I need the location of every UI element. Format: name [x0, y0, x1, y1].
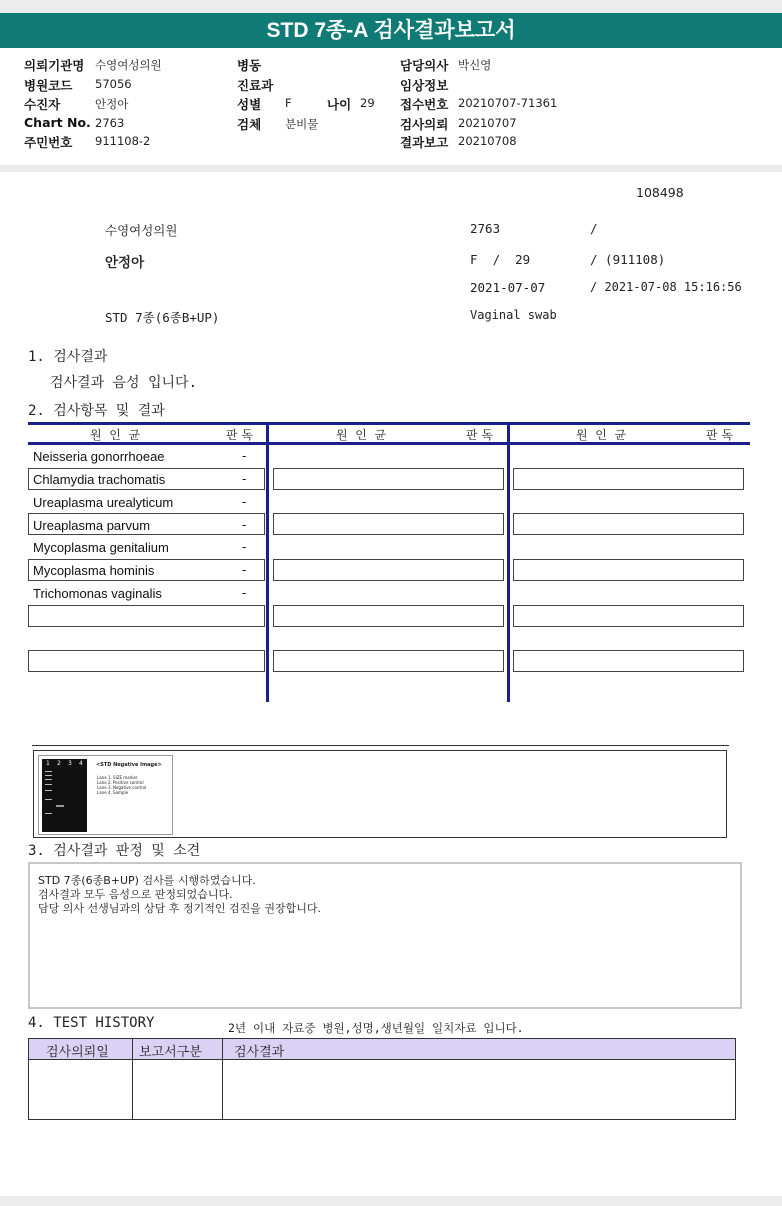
table-row [28, 605, 265, 627]
history-column-header: 검사결과 [234, 1045, 285, 1060]
section3-title: 3. 검사결과 판정 및 소견 [28, 843, 201, 859]
organism-result: - [242, 472, 247, 486]
report-datetime: / 2021-07-08 15:16:56 [590, 280, 742, 294]
column-divider [132, 1039, 133, 1119]
organism-name: Neisseria gonorrhoeae [33, 449, 165, 464]
top-bar [0, 0, 782, 13]
gel-band [45, 771, 52, 772]
opinion-line: STD 7종(6종B+UP) 검사를 시행하였습니다. [38, 874, 256, 887]
table-row [513, 513, 744, 535]
column-header-organism: 원 인 균 [576, 428, 627, 442]
gel-image-title: <STD Negative Image> [96, 762, 162, 768]
column-divider [266, 422, 269, 702]
gel-image [38, 755, 173, 835]
history-column-header: 보고서구분 [139, 1045, 202, 1060]
organism-result: - [242, 540, 247, 554]
header-label: 임상정보 [400, 78, 449, 93]
sex-age: F / 29 [470, 252, 531, 267]
header-label: 검체 [237, 117, 262, 132]
header-label: 수진자 [24, 97, 61, 112]
hospital-name: 수영여성의원 [105, 223, 178, 238]
header-label: 담당의사 [400, 58, 449, 73]
chart-number: 2763 [470, 221, 501, 236]
gel-divider-line [32, 745, 729, 746]
gel-legend-item: Lane 1. SIZE marker [97, 775, 138, 780]
header-label: Chart No. [24, 115, 91, 130]
header-label: 진료과 [237, 78, 274, 93]
section1-text: 검사결과 음성 입니다. [50, 375, 198, 391]
section4-title: 4. TEST HISTORY [28, 1015, 155, 1031]
gel-legend-item: Lane 4. Sample [97, 790, 129, 795]
header-value: 2763 [95, 116, 125, 130]
organism-result: - [242, 495, 247, 509]
header-label: 병동 [237, 58, 262, 73]
request-date: 2021-07-07 [470, 280, 546, 295]
opinion-line: 담당 의사 선생님과의 상담 후 정기적인 검진을 권장합니다. [38, 902, 321, 915]
gel-legend-item: Lane 2. Positive control [97, 780, 144, 785]
header-value: 20210708 [458, 134, 517, 148]
header-label: 주민번호 [24, 135, 73, 150]
gel-band [45, 784, 52, 785]
gel-band [56, 805, 64, 807]
column-header-organism: 원 인 균 [90, 428, 141, 442]
column-header-result: 판 독 [226, 428, 253, 442]
organism-result: - [242, 518, 247, 532]
table-row [513, 559, 744, 581]
table-row [513, 605, 744, 627]
header-value: 29 [360, 96, 375, 110]
column-divider [507, 422, 510, 702]
organism-name: Chlamydia trachomatis [33, 472, 166, 487]
column-header-organism: 원 인 균 [336, 428, 387, 442]
header-label: 성별 [237, 97, 262, 112]
gel-legend-item: Lane 3. Negative control [97, 785, 147, 790]
history-column-header: 검사의뢰일 [46, 1045, 109, 1060]
header-value: 안정아 [95, 97, 129, 111]
lane-number: 2 [57, 760, 61, 767]
birth: / (911108) [590, 252, 666, 267]
bottom-bar [0, 1196, 782, 1206]
table-row [273, 559, 504, 581]
header-label: 나이 [327, 97, 352, 112]
gel-band [45, 775, 52, 776]
report-number: 108498 [636, 185, 684, 200]
table-row [28, 650, 265, 672]
header-value: 57056 [95, 77, 132, 91]
header-label: 검사의뢰 [400, 117, 449, 132]
header-value: 20210707-71361 [458, 96, 558, 110]
gel-band [45, 799, 52, 800]
column-header-result: 판 독 [706, 428, 733, 442]
header-value: 911108-2 [95, 134, 151, 148]
organism-name: Mycoplasma genitalium [33, 540, 169, 555]
results-table [28, 422, 750, 704]
column-header-result: 판 독 [466, 428, 493, 442]
lane-number: 1 [46, 760, 50, 767]
table-row [513, 468, 744, 490]
section2-title: 2. 검사항목 및 결과 [28, 403, 165, 419]
organism-result: - [242, 563, 247, 577]
gel-band [45, 813, 52, 814]
gel-band [45, 779, 52, 780]
organism-name: Ureaplasma parvum [33, 518, 151, 533]
organism-result: - [242, 449, 247, 463]
section1-title: 1. 검사결과 [28, 349, 108, 365]
opinion-box [28, 862, 742, 1009]
header-label: 의뢰기관명 [24, 58, 85, 73]
gel-band [45, 790, 52, 791]
organism-result: - [242, 586, 247, 600]
table-row [273, 513, 504, 535]
history-header-row [29, 1039, 735, 1060]
column-divider [222, 1039, 223, 1119]
organism-name: Mycoplasma hominis [33, 563, 155, 578]
table-top-line [28, 422, 750, 425]
header-value: F [285, 96, 292, 110]
report-title: STD 7종-A 검사결과보고서 [0, 13, 782, 48]
lane-number: 4 [79, 760, 83, 767]
table-row [273, 468, 504, 490]
lane-number: 3 [68, 760, 72, 767]
table-row [273, 605, 504, 627]
patient-header [0, 48, 782, 165]
patient-name: 안정아 [105, 255, 145, 271]
header-value: 수영여성의원 [95, 58, 162, 72]
table-row [513, 650, 744, 672]
table-row [273, 650, 504, 672]
header-value: 분비물 [285, 117, 319, 131]
header-value: 박신영 [458, 58, 492, 72]
header-label: 접수번호 [400, 97, 449, 112]
header-label: 결과보고 [400, 135, 449, 150]
history-table [28, 1038, 736, 1120]
header-value: 20210707 [458, 116, 517, 130]
organism-name: Ureaplasma urealyticum [33, 495, 174, 510]
section4-note: 2년 이내 자료중 병원,성명,생년월일 일치자료 입니다. [228, 1021, 524, 1035]
test-name: STD 7종(6종B+UP) [105, 310, 220, 325]
gel-lane-image [42, 759, 87, 832]
specimen: Vaginal swab [470, 308, 557, 322]
opinion-line: 검사결과 모두 음성으로 판정되었습니다. [38, 888, 233, 901]
organism-name: Trichomonas vaginalis [33, 586, 162, 601]
header-label: 병원코드 [24, 78, 73, 93]
header-divider [0, 165, 782, 172]
slash: / [590, 221, 598, 236]
